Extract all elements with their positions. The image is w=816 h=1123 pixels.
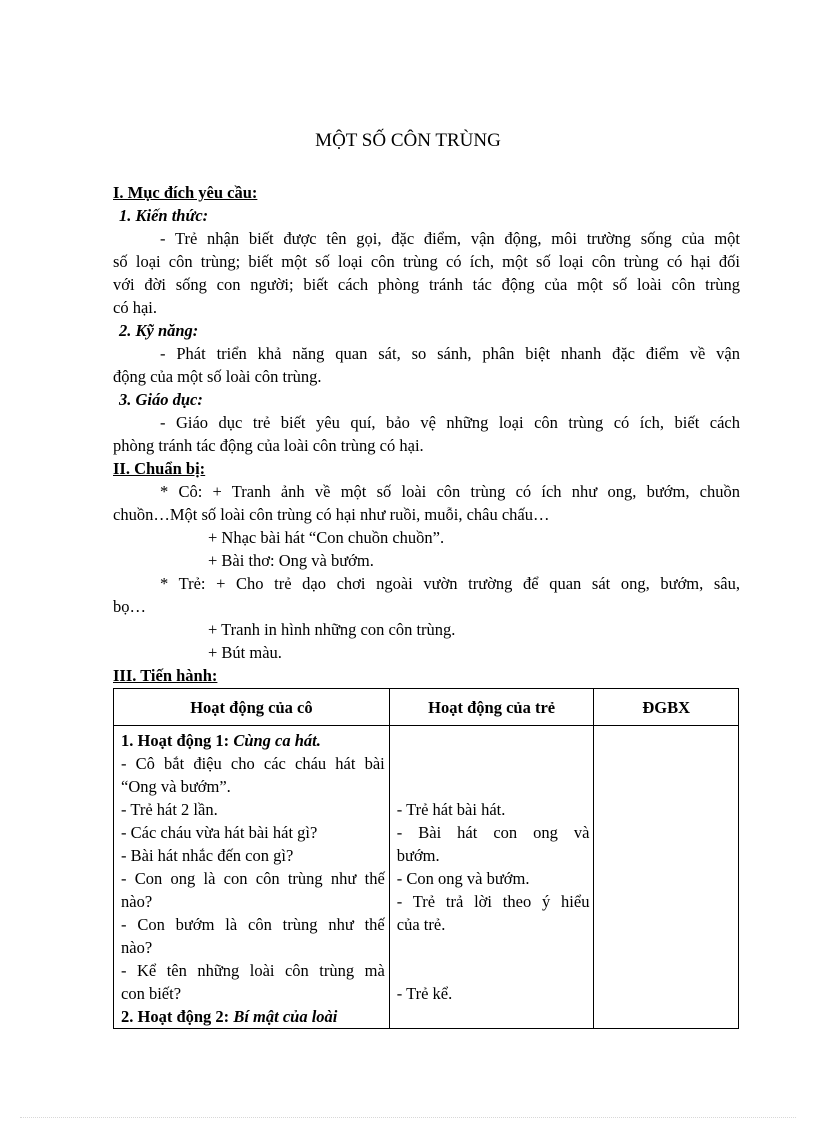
paragraph-line: bọ… xyxy=(113,597,146,616)
subheading-skills: 2. Kỹ năng: xyxy=(119,321,199,340)
table-row xyxy=(114,726,739,1029)
paragraph-line: + Nhạc bài hát “Con chuồn chuồn”. xyxy=(208,528,445,547)
teacher-activity-cell xyxy=(114,726,390,1029)
paragraph-line: phòng tránh tác động của loài côn trùng có hại. xyxy=(113,436,424,455)
cell-line: - Con ong là con côn trùng như thế xyxy=(121,869,385,888)
activity-table xyxy=(113,688,739,1029)
header-children-activity: Hoạt động của trẻ xyxy=(389,689,594,726)
activity-2-heading: 2. Hoạt động 2: Bí mật của loài xyxy=(121,1007,338,1026)
cell-line: - Cô bắt điệu cho các cháu hát bài xyxy=(121,754,385,773)
cell-line: - Các cháu vừa hát bài hát gì? xyxy=(121,823,318,842)
paragraph-line: số loại côn trùng; biết một số loại côn trùng có ích, một số loại côn trùng có hại đối xyxy=(113,252,740,271)
paragraph-line: chuồn…Một số loài côn trùng có hại như ruồi, muỗi, châu chấu… xyxy=(113,505,550,524)
cell-line: - Trẻ trả lời theo ý hiểu xyxy=(396,892,590,911)
section-heading-preparation: II. Chuẩn bị: xyxy=(113,459,206,478)
activity-1-heading: 1. Hoạt động 1: Cùng ca hát. xyxy=(121,731,321,750)
paragraph-line: - Trẻ nhận biết được tên gọi, đặc điểm, vận động, môi trường sống của một xyxy=(160,229,740,248)
cell-line: bướm. xyxy=(396,846,440,865)
cell-line: - Kể tên những loài côn trùng mà xyxy=(121,961,385,980)
paragraph-line: * Cô: + Tranh ảnh về một số loài côn trùng có ích như ong, bướm, chuồn xyxy=(160,482,740,501)
cell-line: nào? xyxy=(121,892,153,911)
section-heading-objectives: I. Mục đích yêu cầu: xyxy=(113,183,258,202)
paragraph-line: có hại. xyxy=(113,298,157,317)
page-title: MỘT SỐ CÔN TRÙNG xyxy=(315,130,501,151)
page-bottom-divider xyxy=(20,1117,796,1118)
cell-line: - Bài hát nhắc đến con gì? xyxy=(121,846,294,865)
cell-line: - Bài hát con ong và xyxy=(396,823,590,842)
cell-line: - Trẻ kể. xyxy=(396,984,453,1003)
children-activity-cell xyxy=(389,726,594,1029)
cell-line: “Ong và bướm”. xyxy=(121,777,231,796)
paragraph-line: + Bút màu. xyxy=(208,643,282,662)
paragraph-line: + Bài thơ: Ong và bướm. xyxy=(208,551,374,570)
assessment-cell xyxy=(594,726,739,1029)
cell-line: - Trẻ hát 2 lần. xyxy=(121,800,218,819)
subheading-education: 3. Giáo dục: xyxy=(119,390,203,409)
section-heading-procedure: III. Tiến hành: xyxy=(113,666,218,685)
subheading-knowledge: 1. Kiến thức: xyxy=(119,206,209,225)
cell-line: nào? xyxy=(121,938,153,957)
header-assessment: ĐGBX xyxy=(594,689,739,726)
header-teacher-activity: Hoạt động của cô xyxy=(114,689,390,726)
paragraph-line: động của một số loài côn trùng. xyxy=(113,367,322,386)
cell-line: con biết? xyxy=(121,984,182,1003)
cell-line: - Con ong và bướm. xyxy=(396,869,530,888)
paragraph-line: với đời sống con người; biết cách phòng tránh tác động của một số loài côn trùng xyxy=(113,275,740,294)
paragraph-line: + Tranh in hình những con côn trùng. xyxy=(208,620,456,639)
paragraph-line: * Trẻ: + Cho trẻ dạo chơi ngoài vườn trường để quan sát ong, bướm, sâu, xyxy=(160,574,740,593)
paragraph-line: - Phát triển khả năng quan sát, so sánh, phân biệt nhanh đặc điểm về vận xyxy=(160,344,740,363)
paragraph-line: - Giáo dục trẻ biết yêu quí, bảo vệ những loại côn trùng có ích, biết cách xyxy=(160,413,740,432)
cell-line: - Trẻ hát bài hát. xyxy=(396,800,506,819)
cell-line: - Con bướm là côn trùng như thế xyxy=(121,915,385,934)
table-header-row xyxy=(114,689,739,726)
cell-line: của trẻ. xyxy=(396,915,446,934)
